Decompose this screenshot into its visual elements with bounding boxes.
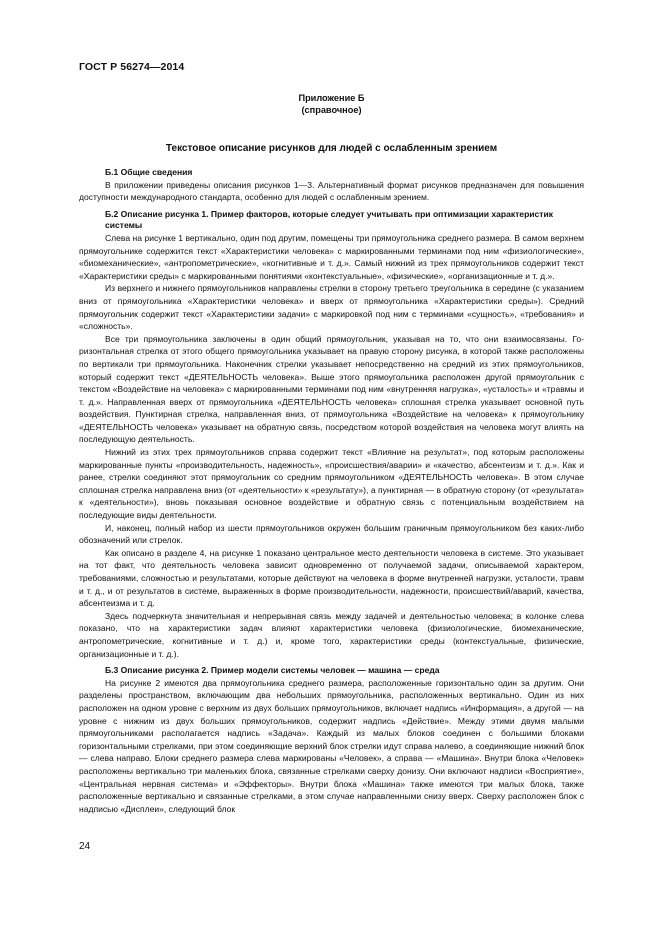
document-body [79,167,584,815]
section-b2-paragraph: Здесь подчеркнута значительная и непрерывная связь между задачей и деятельностью человека; в колонке слева показано, что на характеристики задач влияют характеристики человека (физиологические, биомеханические, антропометрические, когнитивные и т. д.) и, кроме того, характеристики среды (контекстуальные, физические, организационные и т. д.). [79,610,584,659]
section-b2-paragraph: Все три прямоугольника заключены в один общий прямоугольник, указывая на то, что они взаимосвязаны. Горизонтальная стрелка от этого общего прямоугольника указывает на правую сторону рисунка, в которой также расположены по вертикали три прямоугольника. Наконечник стрелки указывает непосредственно на средний из этих прямоугольников, который содержит текст «ДЕЯТЕЛЬНОСТЬ человека». Выше этого прямоугольника расположен другой прямоугольник с текстом «Воздействие на человека» с маркированными терминами под ним «внутренняя нагрузка», «усталость» и «травмы и т. д.». Направленная вверх от прямоугольника «ДЕЯТЕЛЬНОСТЬ человека» сплошная стрелка указывает основной путь воздействия. Пунктирная стрелка, направленная вниз, от прямоугольника «Воздействие на человека» к прямоугольнику «ДЕЯТЕЛЬНОСТЬ человека» указывает на обратную связь, посредством которой воздействия на человека могут влиять на последующую деятельность. [79,333,584,445]
appendix-note: (справочное) [301,105,362,115]
section-b2-paragraph: Из верхнего и нижнего прямоугольников направлены стрелки в сторону третьего треугольника в середине (с указанием вниз от прямоугольника «Характеристики человека» и вверх от прямоугольника «Характеристики среды»). Средний прямоугольник содержит текст «Характеристики задачи» с маркировкой под ним с терминами «сущность», «требования» и «сложность». [79,283,584,332]
standard-header: ГОСТ Р 56274—2014 [79,61,185,73]
section-b1-heading: Б.1 Общие сведения [105,167,193,177]
section-b1-paragraph: В приложении приведены описания рисунков 1—3. Альтернативный формат рисунков предназначен для повышения доступности международного стандарта, особенно для людей с ослабленным зрением. [79,179,584,203]
page-number: 24 [79,841,91,852]
section-b2-paragraph: И, наконец, полный набор из шести прямоугольников окружен большим граничным прямоугольником без каких-либо обозначений или стрелок. [79,522,584,546]
main-title: Текстовое описание рисунков для людей с ослабленным зрением [165,143,498,154]
section-b2-heading: Б.2 Описание рисунка 1. Пример факторов, которые следует учитывать при оптимизации характеристик системы [105,208,554,231]
section-b2-paragraph: Слева на рисунке 1 вертикально, один под другим, помещены три прямоугольника среднего размера. В самом верхнем прямоугольнике содержится текст «Характеристики человека» с маркированными терминами под ним «физиологические», «биомеханические», «антропометрические», «когнитивные и т. д.». Самый нижний из трех прямоугольников содержит текст «Характеристики среды» с маркированными понятиями «контекстуальные», «физические», «организационные и т. д.». [79,232,584,281]
section-b2-paragraph: Как описано в разделе 4, на рисунке 1 показано центральное место деятельности человека в системе. Это указывает на тот факт, что деятельность человека зависит одновременно от получаемой задачи, описываемой характером, требованиями, сложностью и результатами, которые действуют на человека в форме внутренней нагрузки, усталости, травм и т. д., и от результатов в системе, выраженных в форме производительности, надежности, происшествий/аварий, качества, абсентеизма и т. д. [79,547,584,609]
section-b3-heading: Б.3 Описание рисунка 2. Пример модели системы человек — машина — среда [105,665,440,676]
section-b3-paragraph: На рисунке 2 имеются два прямоугольника среднего размера, расположенные горизонтально один за другим. Они разделены пространством, включающим два небольших прямоугольника, расположенных вертикально. Один из них расположен на одном уровне с верхним из двух больших прямоугольников, включает надпись «Информация», а другой — на уровне с нижним из двух больших прямоугольников, содержит надпись «Действие». Между этими двумя малыми прямоугольниками располагается надпись «Задача». Каждый из малых блоков соединен с большими блоками горизонтальными стрелками, при этом соединяющие верхний блок стрелки идут справа налево, а соединяющие нижний блок — слева направо. Блоки среднего размера слева маркированы «Человек», а справа — «Машина». Внутри блока «Человек» расположены вертикально три маленьких блока, связанные стрелками сверху донизу. Они включают надписи «Восприятие», «Центральная нервная система» и «Эффекторы». Внутри блока «Машина» также имеются три малых блока, также расположенные вертикально и связанные стрелками, в этом случае направленными снизу вверх. Сверху расположен блок с надписью «Дисплеи», следующий блок [79,677,584,814]
appendix-block [79,92,584,116]
appendix-title: Приложение Б [298,93,365,103]
section-b2-paragraph: Нижний из этих трех прямоугольников справа содержит текст «Влияние на результат», под которым расположены маркированные пункты «производительность, надежность», «происшествия/аварии» и «качество, абсентеизм и т. д.». Как и ранее, стрелки соединяют этот прямоугольник со средним прямоугольником «ДЕЯТЕЛЬНОСТЬ человека». В этом случае сплошная стрелка направлена вниз (от «деятельности» к «результату»), а пунктирная — в обратную сторону (от «результата» к «деятельности»), вновь показывая основное воздействие и обратную связь с потенциальным воздействием на последующие виды деятельности. [79,447,584,521]
